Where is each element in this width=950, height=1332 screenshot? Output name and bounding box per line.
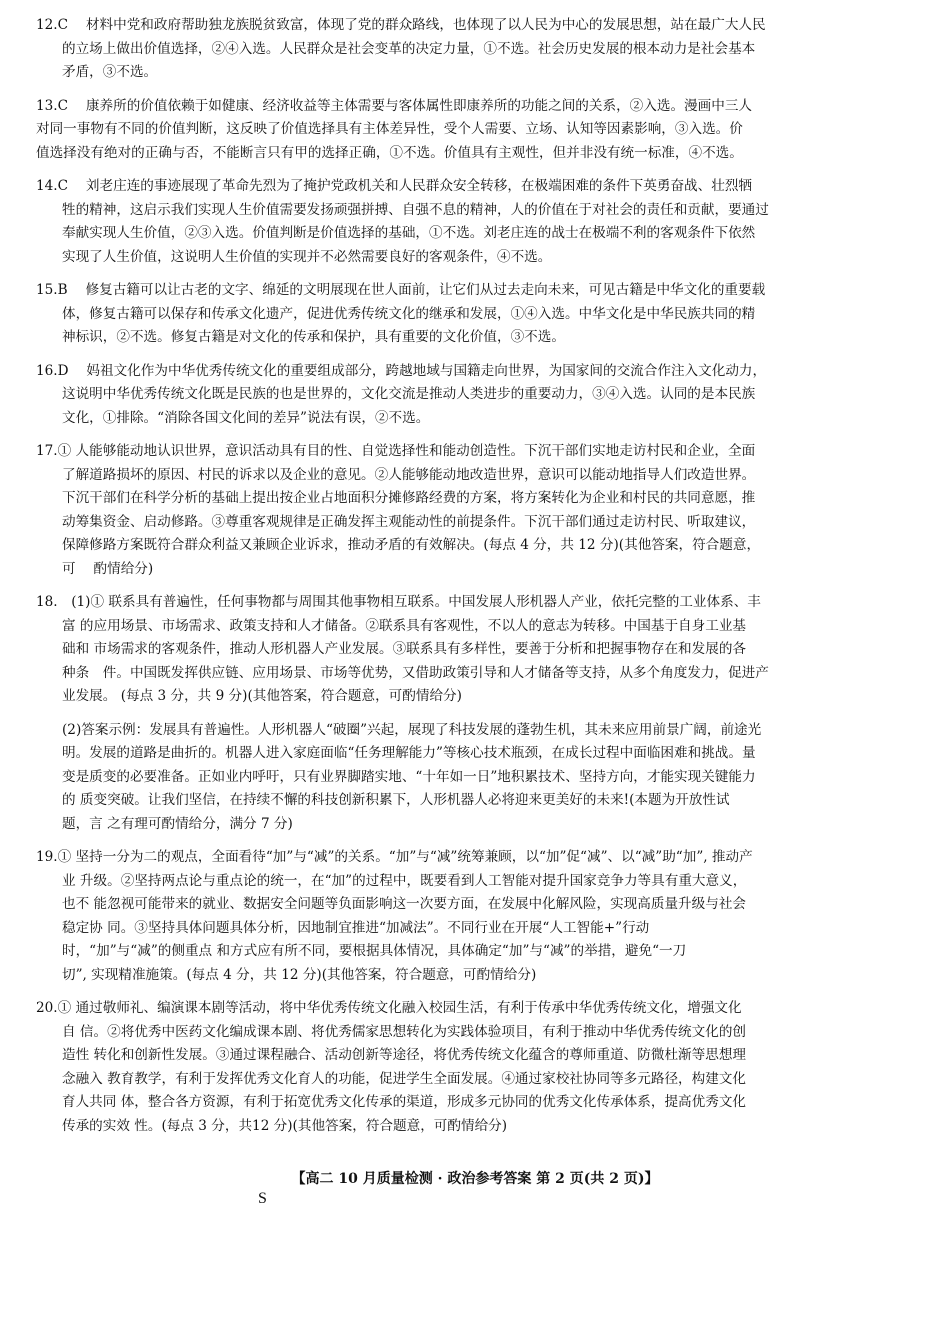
text-line: 的立场上做出价值选择，②④入选。人民群众是社会变革的决定力量，①不选。社会历史发展的根本动力是社会基本 xyxy=(62,40,756,57)
answer-13 xyxy=(36,95,916,166)
text-line: 明。发展的道路是曲折的。机器人进入家庭面临“任务理解能力”等核心技术瓶颈，在成长过程中面临困难和挑战。量 xyxy=(62,745,756,761)
text-line: 体，修复古籍可以保存和传承文化遗产，促进优秀传统文化的继承和发展，①④入选。中华文化是中华民族共同的精 xyxy=(62,305,756,322)
text-line: 牲的精神，这启示我们实现人生价值需要发扬顽强拼搏、自强不息的精神，人的价值在于对社会的责任和贡献，要通过 xyxy=(62,201,769,218)
text-line: 矛盾，③不选。 xyxy=(62,64,158,80)
footer-mark: S xyxy=(258,1190,267,1207)
text-line: 神标识，②不选。修复古籍是对文化的传承和保护，具有重要的文化价值，③不选。 xyxy=(62,329,565,345)
text-line: 保障修路方案既符合群众利益又兼顾企业诉求，推动矛盾的有效解决。(每点 4 分，共 12 分)(其他答案，符合题意， xyxy=(62,537,761,553)
text-line: 12.C 材料中党和政府帮助独龙族脱贫致富，体现了党的群众路线，也体现了以人民为中心的发展思想，站在最广大人民 xyxy=(36,17,766,33)
answer-15 xyxy=(36,279,916,350)
text-line: 稳定协 同。③坚持具体问题具体分析，因地制宜推进“加减法”。不同行业在开展“人工智能+”行动 xyxy=(62,919,650,936)
text-line: 动筹集资金、启动修路。③尊重客观规律是正确发挥主观能动性的前提条件。下沉干部们通过走访村民、听取建议， xyxy=(62,513,756,530)
page-footer: 【高二 10 月质量检测 · 政治参考答案 第 2 页(共 2 页)】 xyxy=(291,1171,659,1187)
answer-20 xyxy=(36,997,916,1138)
text-line: 的 质变突破。让我们坚信，在持续不懈的科技创新积累下，人形机器人必将迎来更美好的未来!(本题为开放性试 xyxy=(62,792,730,808)
text-line: 题，言 之有理可酌情给分，满分 7 分) xyxy=(62,815,293,832)
answer-16 xyxy=(36,360,916,431)
text-line: 下沉干部们在科学分析的基础上提出按企业占地面积分摊修路经费的方案，将方案转化为企业和村民的共同意愿，推 xyxy=(62,490,756,506)
answer-sheet xyxy=(36,14,916,1148)
text-line: 业 升级。②坚持两点论与重点论的统一，在“加”的过程中，既要看到人工智能对提升国家竞争力等具有重大意义， xyxy=(62,872,747,889)
text-line: 13.C 康养所的价值依赖于如健康、经济收益等主体需要与客体属性即康养所的功能之间的关系，②入选。漫画中三人 xyxy=(36,97,753,114)
answer-18-part-1 xyxy=(36,591,916,709)
text-line: 念融入 教育教学，有利于发挥优秀文化育人的功能，促进学生全面发展。④通过家校社协同等多元路径，构建文化 xyxy=(62,1070,747,1087)
text-line: 业发展。 (每点 3 分，共 9 分)(其他答案，符合题意，可酌情给分) xyxy=(62,688,462,704)
text-line: 种条 件。中国既发挥供应链、应用场景、市场等优势，又借助政策引导和人才储备等支持，从多个角度发力，促进产 xyxy=(62,664,769,681)
text-line: 了解道路损坏的原因、村民的诉求以及企业的意见。②人能够能动地改造世界，意识可以能动地指导人们改造世界。 xyxy=(62,466,756,483)
text-line: 奉献实现人生价值，②③入选。价值判断是价值选择的基础，①不选。刘老庄连的战士在极端不利的客观条件下依然 xyxy=(62,225,756,241)
text-line: 造性 转化和创新性发展。③通过课程融合、活动创新等途径，将优秀传统文化蕴含的尊师重道、防微杜渐等思想理 xyxy=(62,1047,747,1063)
text-line: 19.① 坚持一分为二的观点，全面看待“加”与“减”的关系。“加”与“减”统筹兼顾，以“加”促“减”、以“减”助“加”, 推动产 xyxy=(36,849,753,865)
answer-18-part-2 xyxy=(36,719,916,837)
text-line: 富 的应用场景、市场需求、政策支持和人才储备。②联系具有客观性，不以人的意志为转移。中国基于自身工业基 xyxy=(62,617,747,634)
text-line: 值选择没有绝对的正确与否，不能断言只有甲的选择正确，①不选。价值具有主观性，但并非没有统一标准，④不选。 xyxy=(36,144,743,161)
text-line: 18. (1)① 联系具有普遍性，任何事物都与周围其他事物相互联系。中国发展人形机器人产业，依托完整的工业体系、丰 xyxy=(36,594,761,610)
text-line: 时，“加”与“减”的侧重点 和方式应有所不同，要根据具体情况，具体确定“加”与“减”的举措，避免“一刀 xyxy=(62,943,687,959)
text-line: 育人共同 体，整合各方资源，有利于拓宽优秀文化传承的渠道，形成多元协同的优秀文化传承体系，提高优秀文化 xyxy=(62,1094,747,1110)
text-line: 传承的实效 性。(每点 3 分，共12 分)(其他答案，符合题意，可酌情给分) xyxy=(62,1117,508,1134)
text-line: (2)答案示例：发展具有普遍性。人形机器人“破圈”兴起，展现了科技发展的蓬勃生机，其未来应用前景广阔，前途光 xyxy=(62,721,762,738)
text-line: 14.C 刘老庄连的事迹展现了革命先烈为了掩护党政机关和人民群众安全转移，在极端困难的条件下英勇奋战、壮烈牺 xyxy=(36,178,753,194)
text-line: 切”, 实现精准施策。(每点 4 分，共 12 分)(其他答案，符合题意，可酌情给分) xyxy=(62,966,537,983)
answer-14 xyxy=(36,175,916,269)
text-line: 文化，①排除。“消除各国文化间的差异”说法有误，②不选。 xyxy=(62,409,430,426)
answer-19 xyxy=(36,846,916,987)
text-line: 这说明中华优秀传统文化既是民族的也是世界的，文化交流是推动人类进步的重要动力，③④入选。认同的是本民族 xyxy=(62,386,756,402)
text-line: 实现了人生价值，这说明人生价值的实现并不必然需要良好的客观条件，④不选。 xyxy=(62,248,552,265)
text-line: 可 酌情给分) xyxy=(62,560,154,577)
answer-17 xyxy=(36,440,916,581)
text-line: 16.D 妈祖文化作为中华优秀传统文化的重要组成部分，跨越地域与国籍走向世界，为国家间的交流合作注入文化动力， xyxy=(36,362,767,379)
text-line: 15.B 修复古籍可以让古老的文字、绵延的文明展现在世人面前，让它们从过去走向未来，可见古籍是中华文化的重要载 xyxy=(36,282,766,298)
text-line: 变是质变的必要准备。正如业内呼吁，只有业界脚踏实地、“十年如一日”地积累技术、坚持方向，才能实现关键能力 xyxy=(62,768,756,785)
text-line: 17.① 人能够能动地认识世界，意识活动具有目的性、自觉选择性和能动创造性。下沉干部们实地走访村民和企业，全面 xyxy=(36,443,756,459)
text-line: 对同一事物有不同的价值判断，这反映了价值选择具有主体差异性，受个人需要、立场、认知等因素影响，③入选。价 xyxy=(36,121,743,137)
text-line: 础和 市场需求的客观条件，推动人形机器人产业发展。③联系具有多样性，要善于分析和把握事物存在和发展的各 xyxy=(62,641,747,657)
text-line: 也不 能忽视可能带来的就业、数据安全问题等负面影响这一次要方面，在发展中化解风险，实现高质量升级与社会 xyxy=(62,896,747,912)
text-line: 20.① 通过敬师礼、编演课本剧等活动，将中华优秀传统文化融入校园生活，有利于传承中华优秀传统文化，增强文化 xyxy=(36,1000,742,1016)
answer-12 xyxy=(36,14,916,85)
text-line: 自 信。②将优秀中医药文化编成课本剧、将优秀儒家思想转化为实践体验项目，有利于推动中华优秀传统文化的创 xyxy=(62,1023,747,1040)
